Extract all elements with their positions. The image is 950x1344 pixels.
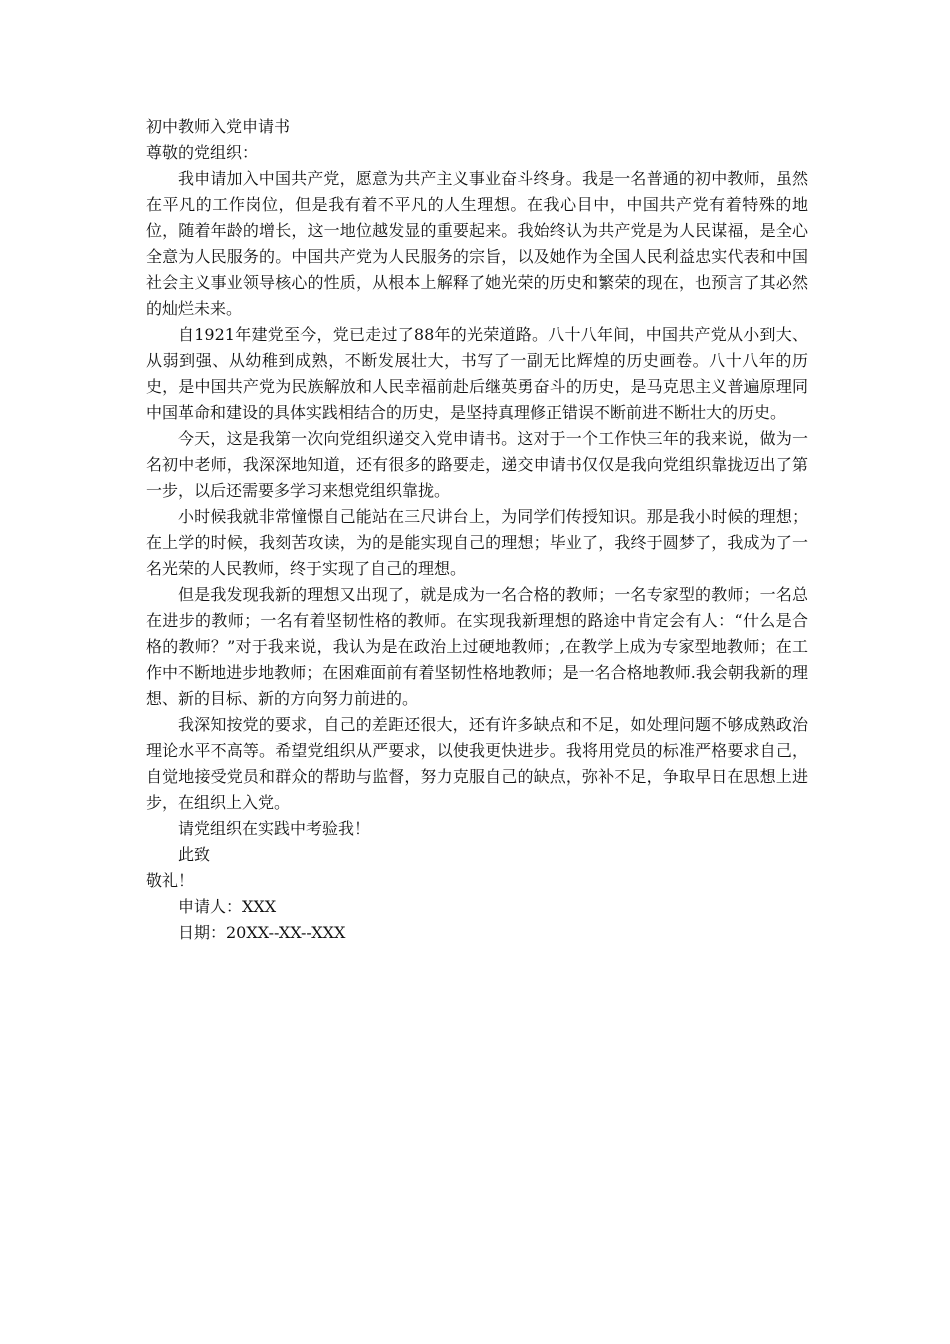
date-line: 日期：20XX--XX--XXX	[178, 923, 346, 942]
body-paragraph-4: 小时候我就非常憧憬自己能站在三尺讲台上，为同学们传授知识。那是我小时候的理想；在上学的时候，我刻苦攻读，为的是能实现自己的理想；毕业了，我终于圆梦了，我成为了一名光荣的人民教师，终于实现了自己的理想。	[146, 507, 808, 578]
body-paragraph-3: 今天，这是我第一次向党组织递交入党申请书。这对于一个工作快三年的我来说，做为一名初中老师，我深深地知道，还有很多的路要走，递交申请书仅仅是我向党组织靠拢迈出了第一步，以后还需要多学习来想党组织靠拢。	[146, 429, 808, 500]
closing-cizhi: 此致	[178, 845, 211, 864]
body-paragraph-5: 但是我发现我新的理想又出现了，就是成为一名合格的教师；一名专家型的教师；一名总在进步的教师；一名有着坚韧性格的教师。在实现我新理想的路途中肯定会有人：“什么是合格的教师？”对于我来说，我认为是在政治上过硬地教师；,在教学上成为专家型地教师；在工作中不断地进步地教师；在困难面前有着坚韧性格地教师；是一名合格地教师.我会朝我新的理想、新的目标、新的方向努力前进的。	[146, 585, 808, 708]
closing-jingli: 敬礼！	[146, 871, 195, 890]
document-page	[146, 114, 808, 946]
body-paragraph-6: 我深知按党的要求，自己的差距还很大，还有许多缺点和不足，如处理问题不够成熟政治理论水平不高等。希望党组织从严要求，以使我更快进步。我将用党员的标准严格要求自己，自觉地接受党员和群众的帮助与监督，努力克服自己的缺点，弥补不足，争取早日在思想上进步，在组织上入党。	[146, 715, 808, 812]
body-paragraph-1: 我申请加入中国共产党，愿意为共产主义事业奋斗终身。我是一名普通的初中教师，虽然在平凡的工作岗位，但是我有着不平凡的人生理想。在我心目中，中国共产党有着特殊的地位，随着年龄的增长，这一地位越发显的重要起来。我始终认为共产党是为人民谋福，是全心全意为人民服务的。中国共产党为人民服务的宗旨，以及她作为全国人民利益忠实代表和中国社会主义事业领导核心的性质，从根本上解释了她光荣的历史和繁荣的现在，也预言了其必然的灿烂未来。	[146, 169, 808, 318]
salutation: 尊敬的党组织：	[146, 143, 259, 162]
applicant-line: 申请人：XXX	[178, 897, 277, 916]
body-paragraph-2: 自1921年建党至今，党已走过了88年的光荣道路。八十八年间，中国共产党从小到大、从弱到强、从幼稚到成熟，不断发展壮大，书写了一副无比辉煌的历史画卷。八十八年的历史，是中国共产党为民族解放和人民幸福前赴后继英勇奋斗的历史，是马克思主义普遍原理同中国革命和建设的具体实践相结合的历史，是坚持真理修正错误不断前进不断壮大的历史。	[146, 325, 808, 422]
document-title: 初中教师入党申请书	[146, 117, 291, 136]
body-paragraph-7: 请党组织在实践中考验我！	[178, 819, 371, 838]
